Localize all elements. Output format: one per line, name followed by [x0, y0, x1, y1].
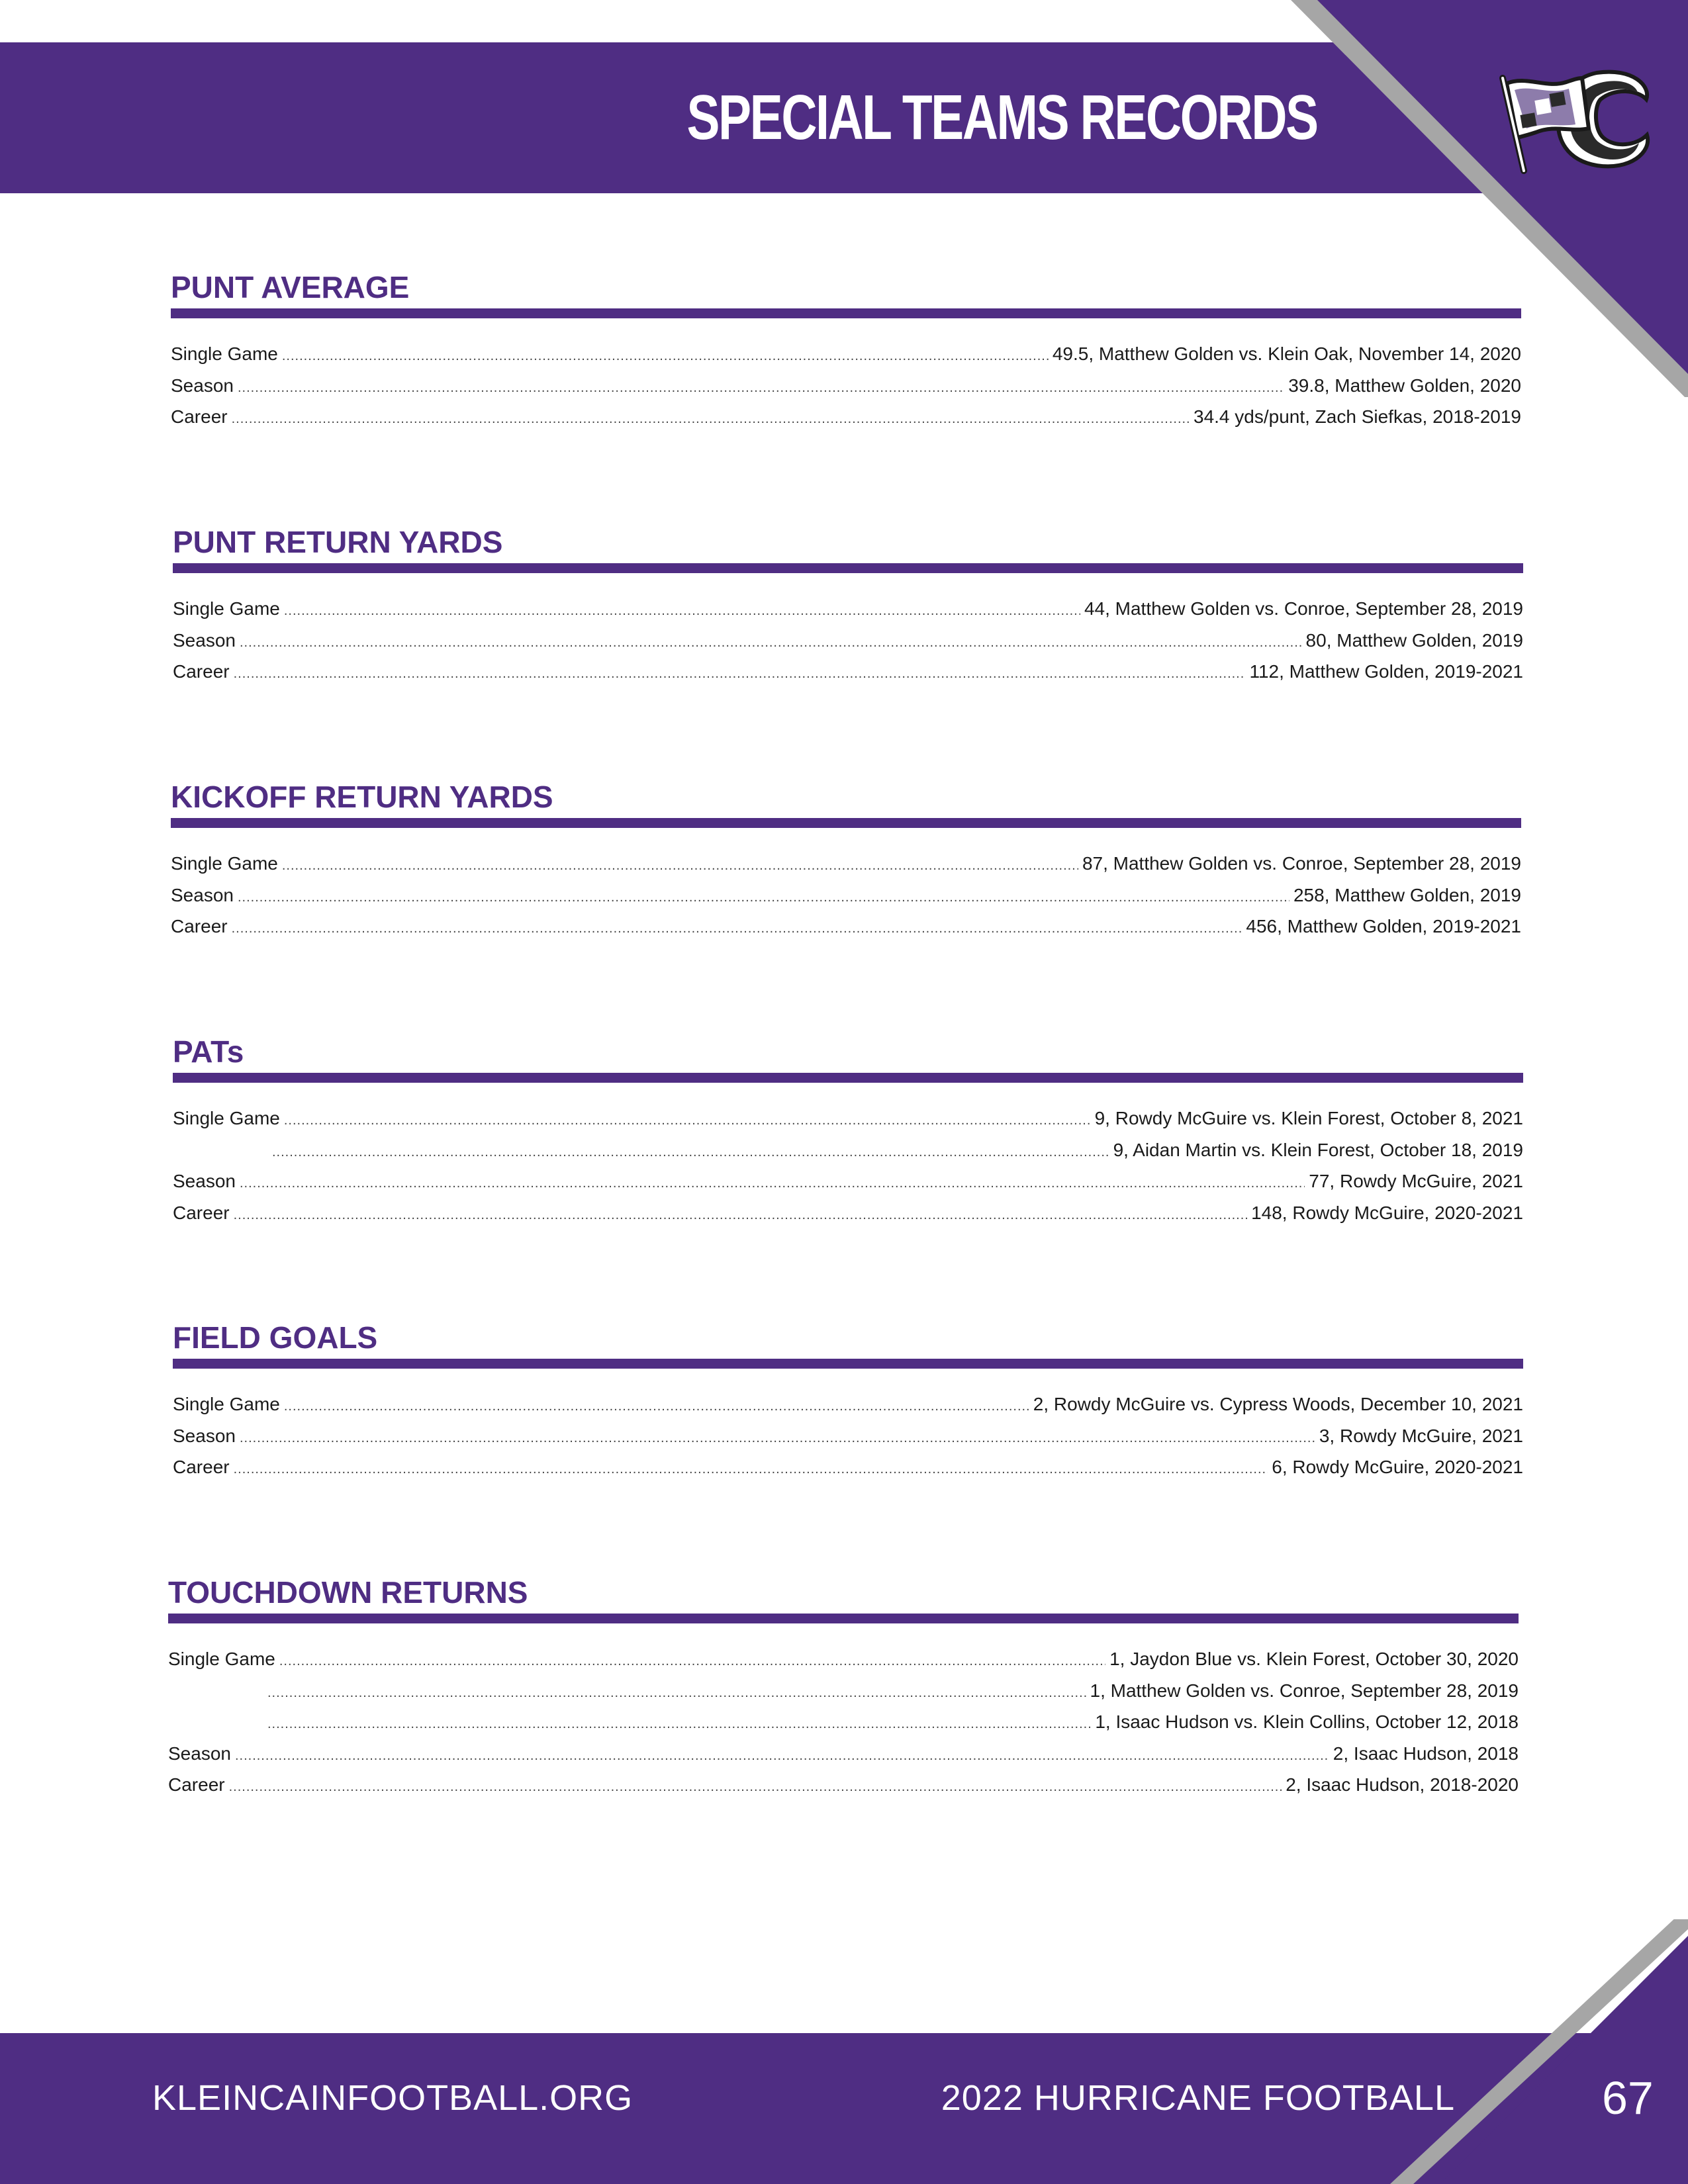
record-value: 44, Matthew Golden vs. Conroe, September 28, 2019	[1084, 598, 1523, 619]
record-value: 456, Matthew Golden, 2019-2021	[1246, 916, 1521, 936]
page-title: SPECIAL TEAMS RECORDS	[686, 82, 1317, 153]
record-row	[171, 401, 1521, 433]
record-label: Single Game	[171, 853, 278, 874]
dot-leader	[282, 850, 1078, 882]
dot-leader	[234, 1454, 1268, 1486]
record-row	[168, 1643, 1519, 1675]
record-row	[173, 593, 1523, 625]
record-value: 112, Matthew Golden, 2019-2021	[1249, 661, 1523, 682]
dot-leader	[267, 1678, 1086, 1709]
record-row	[173, 1134, 1523, 1166]
dot-leader	[240, 1423, 1315, 1455]
flag-c-logo-icon	[1497, 58, 1656, 177]
record-label: Career	[171, 406, 228, 427]
section-title: FIELD GOALS	[173, 1320, 378, 1355]
record-label: Season	[173, 1171, 236, 1191]
record-label: Single Game	[171, 343, 278, 364]
dot-leader	[267, 1709, 1091, 1741]
record-value: 2, Isaac Hudson, 2018-2020	[1286, 1774, 1519, 1795]
record-value: 1, Jaydon Blue vs. Klein Forest, October 30, 2020	[1109, 1649, 1519, 1669]
record-label: Season	[171, 884, 234, 905]
dot-leader	[235, 1741, 1329, 1772]
dot-leader	[272, 1137, 1109, 1169]
record-value: 77, Rowdy McGuire, 2021	[1309, 1171, 1523, 1191]
section-title: PATs	[173, 1034, 244, 1069]
record-label: Season	[173, 629, 236, 651]
record-label: Career	[173, 1457, 230, 1477]
record-value: 6, Rowdy McGuire, 2020-2021	[1272, 1457, 1523, 1477]
record-label: Single Game	[173, 1108, 280, 1128]
record-row	[173, 1197, 1523, 1229]
record-row	[168, 1738, 1519, 1770]
record-value: 258, Matthew Golden, 2019	[1293, 884, 1521, 905]
record-row	[173, 656, 1523, 688]
record-value: 49.5, Matthew Golden vs. Klein Oak, November 14, 2020	[1052, 343, 1521, 364]
record-label: Season	[173, 1425, 236, 1446]
record-row	[171, 338, 1521, 370]
dot-leader	[232, 404, 1190, 435]
record-value: 39.8, Matthew Golden, 2020	[1288, 375, 1521, 396]
section-title: PUNT AVERAGE	[171, 270, 410, 304]
record-label: Career	[173, 1202, 230, 1223]
record-value: 34.4 yds/punt, Zach Siefkas, 2018-2019	[1194, 406, 1521, 427]
section-kickoff-return-yards	[171, 777, 1521, 942]
record-value: 80, Matthew Golden, 2019	[1305, 629, 1523, 651]
footer-website: KLEINCAINFOOTBALL.ORG	[152, 2078, 633, 2118]
dot-leader	[240, 627, 1302, 659]
section-divider	[173, 1073, 1523, 1083]
record-label: Single Game	[173, 598, 280, 619]
dot-leader	[238, 373, 1284, 404]
record-label: Season	[168, 1743, 231, 1764]
record-value: 9, Rowdy McGuire vs. Klein Forest, October 8, 2021	[1094, 1108, 1523, 1128]
dot-leader	[234, 1200, 1248, 1232]
dot-leader	[284, 1105, 1091, 1137]
record-label: Career	[171, 916, 228, 936]
footer-season-title: 2022 HURRICANE FOOTBALL	[941, 2078, 1455, 2118]
section-divider	[171, 818, 1521, 828]
page-number: 67	[1602, 2072, 1654, 2124]
record-value: 9, Aidan Martin vs. Klein Forest, October 18, 2019	[1113, 1139, 1523, 1160]
record-row	[173, 1388, 1523, 1420]
section-punt-average	[171, 267, 1521, 433]
record-row	[168, 1706, 1519, 1738]
record-row	[173, 1420, 1523, 1452]
record-label: Career	[168, 1774, 225, 1795]
record-value: 87, Matthew Golden vs. Conroe, September 28, 2019	[1082, 853, 1521, 874]
section-title: KICKOFF RETURN YARDS	[171, 780, 553, 814]
section-divider	[173, 1359, 1523, 1369]
record-label: Career	[173, 661, 230, 682]
record-row	[171, 911, 1521, 942]
record-row	[173, 625, 1523, 657]
record-row	[173, 1165, 1523, 1197]
record-value: 1, Matthew Golden vs. Conroe, September 28, 2019	[1090, 1680, 1519, 1701]
dot-leader	[279, 1646, 1105, 1678]
dot-leader	[282, 341, 1049, 373]
record-row	[173, 1451, 1523, 1483]
section-punt-return-yards	[173, 522, 1523, 688]
record-value: 2, Isaac Hudson, 2018	[1333, 1743, 1519, 1764]
section-field-goals	[173, 1318, 1523, 1483]
record-row	[173, 1103, 1523, 1134]
record-value: 2, Rowdy McGuire vs. Cypress Woods, December 10, 2021	[1033, 1394, 1523, 1414]
dot-leader	[284, 1391, 1029, 1423]
section-divider	[171, 308, 1521, 318]
dot-leader	[232, 913, 1243, 945]
record-row	[171, 848, 1521, 880]
dot-leader	[234, 659, 1246, 690]
section-touchdown-returns	[168, 1572, 1519, 1801]
record-row	[168, 1769, 1519, 1801]
section-title: PUNT RETURN YARDS	[173, 525, 503, 559]
footer-corner-decoration	[0, 1919, 1688, 2184]
record-row	[171, 880, 1521, 911]
dot-leader	[240, 1168, 1305, 1200]
section-pats	[173, 1032, 1523, 1228]
section-divider	[173, 563, 1523, 573]
section-title: TOUCHDOWN RETURNS	[168, 1575, 528, 1610]
record-value: 148, Rowdy McGuire, 2020-2021	[1251, 1202, 1523, 1223]
record-value: 3, Rowdy McGuire, 2021	[1319, 1425, 1523, 1446]
record-label: Season	[171, 375, 234, 396]
record-label: Single Game	[173, 1394, 280, 1414]
record-value: 1, Isaac Hudson vs. Klein Collins, October 12, 2018	[1095, 1711, 1519, 1732]
dot-leader	[238, 882, 1289, 914]
dot-leader	[229, 1772, 1282, 1803]
record-row	[168, 1675, 1519, 1707]
dot-leader	[284, 596, 1080, 627]
record-label: Single Game	[168, 1649, 275, 1669]
section-divider	[168, 1614, 1519, 1623]
record-row	[171, 370, 1521, 402]
